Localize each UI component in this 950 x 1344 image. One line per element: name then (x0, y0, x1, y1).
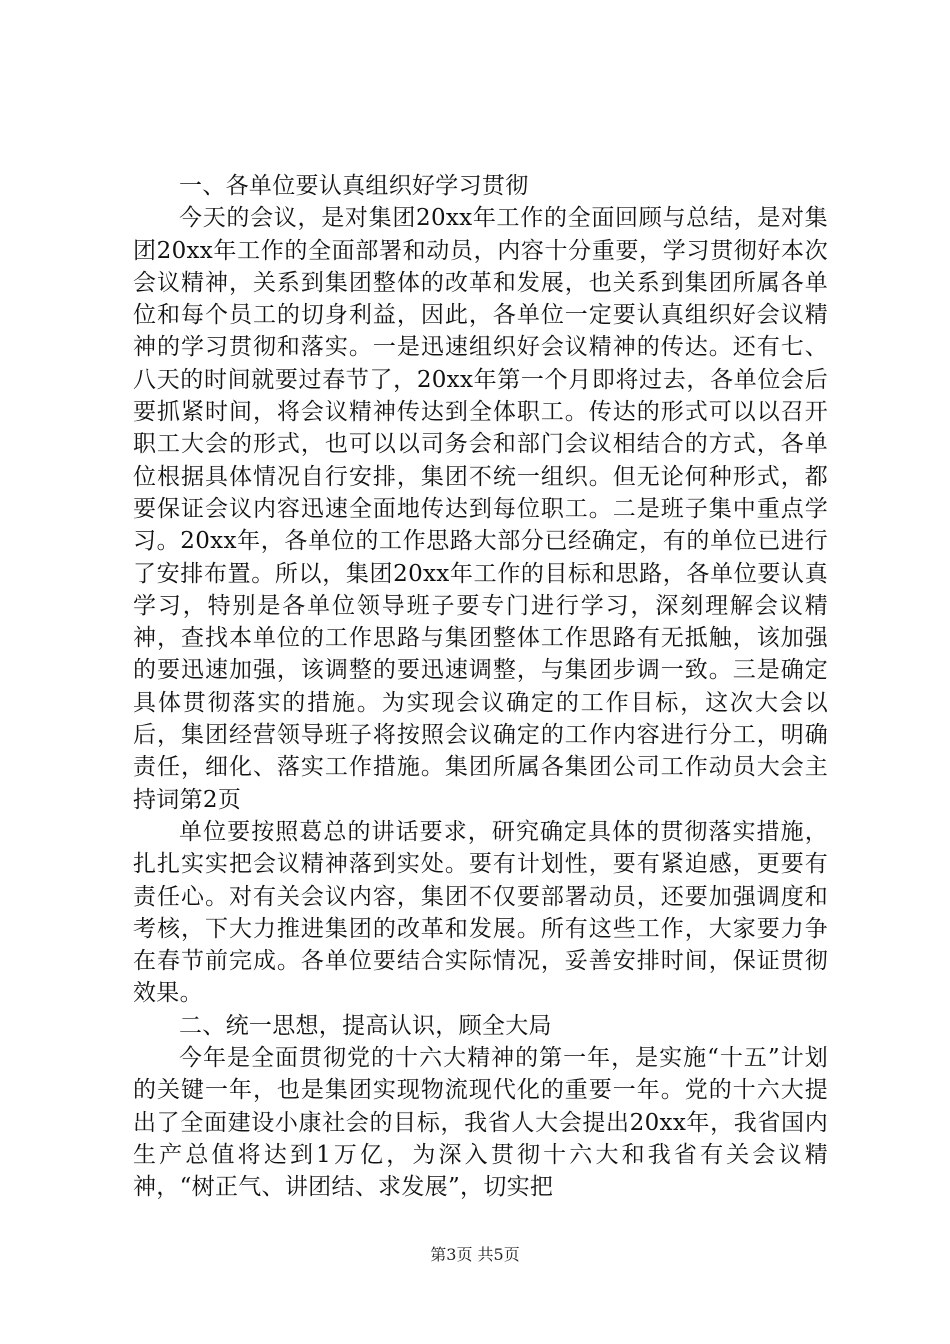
section-heading-1: 一、各单位要认真组织好学习贯彻 (179, 173, 529, 199)
page-footer: 第3页 共5页 (430, 1245, 520, 1264)
body-paragraph-1: 今天的会议，是对集团20xx年工作的全面回顾与总结，是对集团20xx年工作的全面部署和动员，内容十分重要，学习贯彻好本次会议精神，关系到集团整体的改革和发展，也关系到集团所属各单位和每个员工的切身利益，因此，各单位一定要认真组织好会议精神的学习贯彻和落实。一是迅速组织好会议精神的传达。还有七、八天的时间就要过春节了，20xx年第一个月即将过去，各单位会后要抓紧时间，将会议精神传达到全体职工。传达的形式可以以召开职工大会的形式，也可以以司务会和部门会议相结合的方式，各单位根据具体情况自行安排，集团不统一组织。但无论何种形式，都要保证会议内容迅速全面地传达到每位职工。二是班子集中重点学习。20xx年，各单位的工作思路大部分已经确定，有的单位已进行了安排布置。所以，集团20xx年工作的目标和思路，各单位要认真学习，特别是各单位领导班子要专门进行学习，深刻理解会议精神，查找本单位的工作思路与集团整体工作思路有无抵触，该加强的要迅速加强，该调整的要迅速调整，与集团步调一致。三是确定具体贯彻落实的措施。为实现会议确定的工作目标，这次大会以后，集团经营领导班子将按照会议确定的工作内容进行分工，明确责任，细化、落实工作措施。集团所属各集团公司工作动员大会主持词第2页 (133, 205, 828, 813)
body-paragraph-3: 今年是全面贯彻党的十六大精神的第一年，是实施“十五”计划的关键一年，也是集团实现物流现代化的重要一年。党的十六大提出了全面建设小康社会的目标，我省人大会提出20xx年，我省国内生产总值将达到1万亿，为深入贯彻十六大和我省有关会议精神，“树正气、讲团结、求发展”，切实把 (133, 1045, 828, 1201)
document-body (133, 170, 828, 1204)
body-paragraph-2: 单位要按照葛总的讲话要求，研究确定具体的贯彻落实措施，扎扎实实把会议精神落到实处。要有计划性，要有紧迫感，更要有责任心。对有关会议内容，集团不仅要部署动员，还要加强调度和考核，下大力推进集团的改革和发展。所有这些工作，大家要力争在春节前完成。各单位要结合实际情况，妥善安排时间，保证贯彻效果。 (133, 818, 828, 1007)
section-heading-2: 二、统一思想，提高认识，顾全大局 (179, 1012, 552, 1039)
